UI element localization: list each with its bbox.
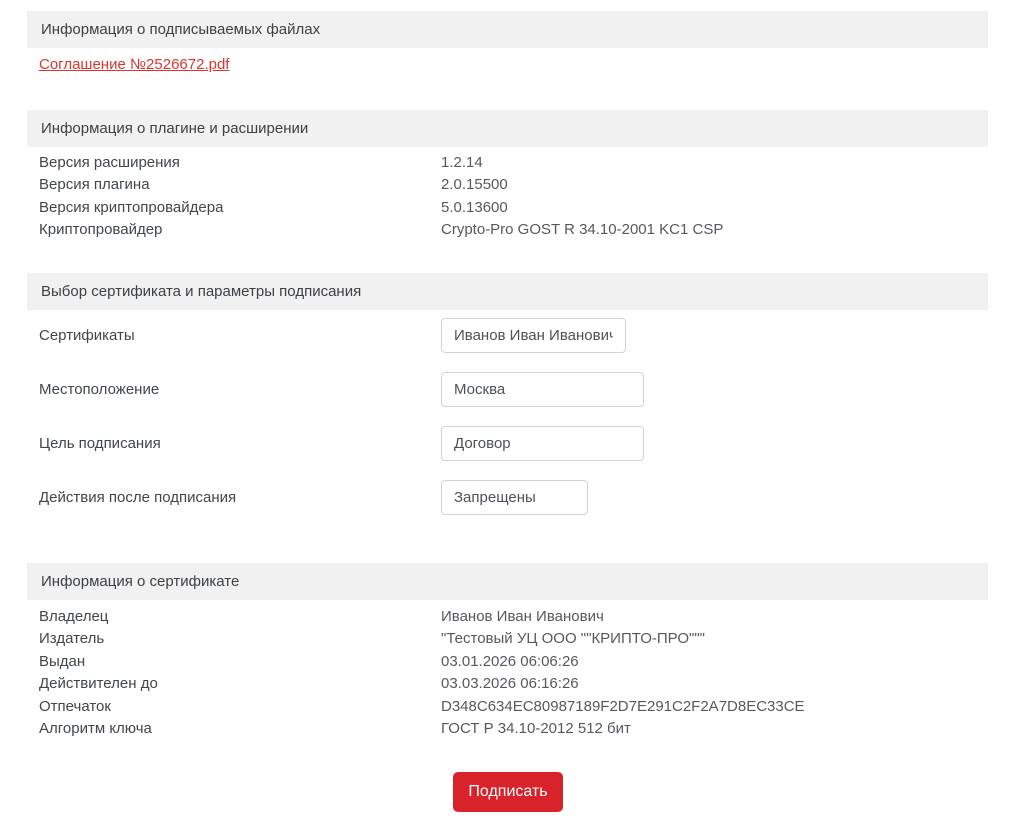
section-title-signing: Выбор сертификата и параметры подписания: [41, 283, 362, 300]
section-title-files: Информация о подписываемых файлах: [41, 21, 321, 38]
table-row: [39, 174, 988, 196]
location-label: Местоположение: [39, 381, 160, 398]
location-input[interactable]: [441, 372, 644, 407]
signing-form: [39, 318, 988, 534]
row-value: Иванов Иван Иванович: [441, 608, 604, 625]
post-actions-input[interactable]: [441, 480, 588, 515]
section-header-files: [27, 11, 988, 48]
row-label: Владелец: [39, 608, 109, 625]
post-actions-label: Действия после подписания: [39, 489, 237, 506]
purpose-label: Цель подписания: [39, 435, 161, 452]
row-value: 03.01.2026 06:06:26: [441, 652, 579, 670]
section-header-signing: [27, 273, 988, 310]
row-label: Версия расширения: [39, 154, 180, 171]
table-row: [39, 651, 988, 673]
form-row-certificates: [39, 318, 988, 353]
table-row: [39, 219, 988, 241]
table-row: [39, 197, 988, 219]
table-row: [39, 628, 988, 650]
table-row: [39, 152, 988, 174]
row-label: Отпечаток: [39, 697, 111, 715]
form-row-purpose: [39, 426, 988, 461]
table-row: [39, 696, 988, 718]
certificates-label: Сертификаты: [39, 327, 135, 344]
row-value: 5.0.13600: [441, 198, 508, 216]
certificates-select[interactable]: [441, 318, 626, 353]
row-label: Алгоритм ключа: [39, 720, 152, 738]
form-row-post-actions: [39, 480, 988, 515]
row-value: 03.03.2026 06:16:26: [441, 675, 579, 693]
section-title-plugin: Информация о плагине и расширении: [41, 120, 309, 137]
section-header-certificate: [27, 563, 988, 600]
table-row: [39, 606, 988, 628]
file-link-row: [39, 56, 229, 74]
table-row: [39, 718, 988, 740]
table-row: [39, 673, 988, 695]
sign-button[interactable]: Подписать: [453, 772, 563, 812]
row-value: 2.0.15500: [441, 176, 508, 194]
purpose-input[interactable]: [441, 426, 644, 461]
row-value: 1.2.14: [441, 154, 483, 171]
row-label: Издатель: [39, 630, 105, 648]
section-header-plugin: [27, 110, 988, 147]
row-value: "Тестовый УЦ ООО ""КРИПТО-ПРО""": [441, 630, 705, 648]
row-label: Выдан: [39, 652, 86, 670]
form-row-location: [39, 372, 988, 407]
row-label: Версия криптопровайдера: [39, 198, 224, 216]
row-label: Действителен до: [39, 675, 158, 693]
row-value: Crypto-Pro GOST R 34.10-2001 KC1 CSP: [441, 221, 724, 239]
row-value: D348C634EC80987189F2D7E291C2F2A7D8EC33CE: [441, 697, 805, 715]
signed-file-link[interactable]: Соглашение №2526672.pdf: [39, 56, 230, 73]
row-label: Версия плагина: [39, 176, 150, 194]
plugin-info-table: [39, 152, 988, 242]
section-title-certificate: Информация о сертификате: [41, 573, 240, 590]
certificate-info-table: [39, 606, 988, 740]
row-value: ГОСТ Р 34.10-2012 512 бит: [441, 720, 631, 738]
row-label: Криптопровайдер: [39, 221, 163, 239]
